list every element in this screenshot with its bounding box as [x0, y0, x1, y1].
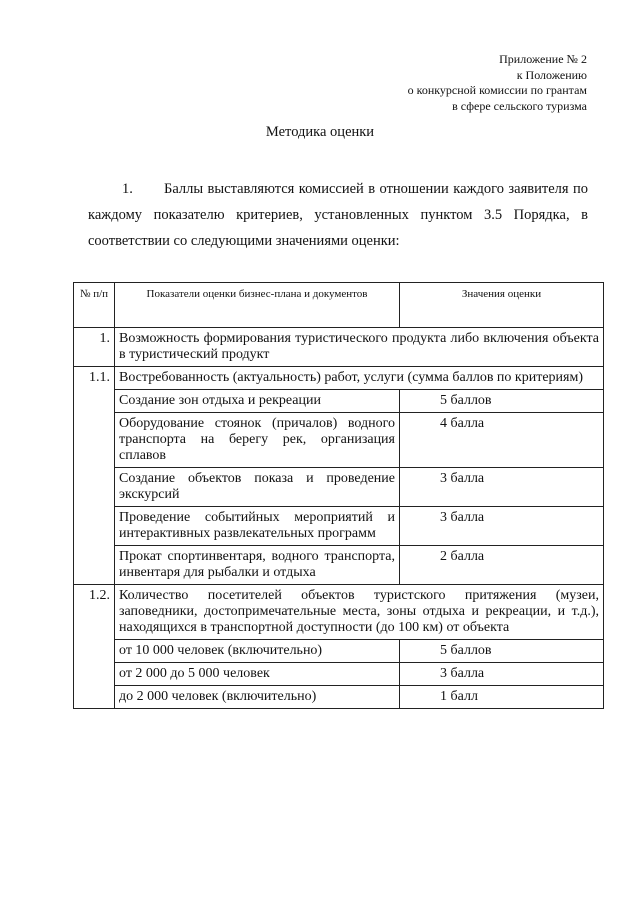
- criterion-value: 4 балла: [400, 413, 604, 468]
- table-row: [74, 507, 604, 546]
- criterion-value: 5 баллов: [400, 640, 604, 663]
- table-row: [74, 367, 604, 390]
- appendix-line: Приложение № 2: [499, 52, 587, 66]
- intro-paragraph: [88, 176, 588, 254]
- criterion-value: 2 балла: [400, 546, 604, 585]
- row-number: 1.: [74, 328, 115, 367]
- criterion-label: Прокат спортинвентаря, водного транспорта, инвентаря для рыбалки и отдыха: [115, 546, 400, 585]
- criterion-value: 1 балл: [400, 686, 604, 709]
- appendix-header: [408, 52, 587, 114]
- table-row: [74, 640, 604, 663]
- header-value: Значения оценки: [400, 283, 604, 328]
- table-row: [74, 585, 604, 640]
- row-text: Востребованность (актуальность) работ, услуги (сумма баллов по критериям): [115, 367, 604, 390]
- appendix-line: в сфере сельского туризма: [452, 98, 587, 113]
- table-row: [74, 413, 604, 468]
- paragraph-number: 1.: [122, 181, 133, 197]
- table-header-row: [74, 283, 604, 328]
- page-title: Методика оценки: [265, 124, 375, 140]
- criterion-label: Создание объектов показа и проведение экскурсий: [115, 468, 400, 507]
- paragraph-text: Баллы выставляются комиссией в отношении каждого заявителя по каждому показателю критериев, установленных пунктом 3.5 Порядка, в соответствии со следующими значениями оценки:: [88, 181, 588, 249]
- table-row: [74, 686, 604, 709]
- criterion-label: от 2 000 до 5 000 человек: [115, 663, 400, 686]
- assessment-table: [73, 282, 604, 709]
- header-indicator: Показатели оценки бизнес-плана и документов: [115, 283, 400, 328]
- table-row: [74, 328, 604, 367]
- row-number: 1.2.: [74, 585, 115, 709]
- criterion-value: 3 балла: [400, 663, 604, 686]
- appendix-line: о конкурсной комиссии по грантам: [407, 83, 587, 97]
- criterion-label: до 2 000 человек (включительно): [115, 686, 400, 709]
- header-num: № п/п: [74, 283, 115, 328]
- criterion-label: Проведение событийных мероприятий и интерактивных развлекательных программ: [115, 507, 400, 546]
- criterion-value: 3 балла: [400, 468, 604, 507]
- row-text: Возможность формирования туристического продукта либо включения объекта в туристический продукт: [115, 328, 604, 367]
- table-row: [74, 390, 604, 413]
- row-text: Количество посетителей объектов туристского притяжения (музеи, заповедники, достопримечательные места, зоны отдыха и рекреации, и т.д.), находящихся в транспортной доступности (до 100 км) от объекта: [115, 585, 604, 640]
- table-row: [74, 546, 604, 585]
- criterion-value: 3 балла: [400, 507, 604, 546]
- criterion-label: Создание зон отдыха и рекреации: [115, 390, 400, 413]
- table-row: [74, 468, 604, 507]
- appendix-line: к Положению: [516, 67, 587, 82]
- row-number: 1.1.: [74, 367, 115, 585]
- table-row: [74, 663, 604, 686]
- criterion-label: Оборудование стоянок (причалов) водного транспорта на берегу рек, организация сплавов: [115, 413, 400, 468]
- criterion-value: 5 баллов: [400, 390, 604, 413]
- criterion-label: от 10 000 человек (включительно): [115, 640, 400, 663]
